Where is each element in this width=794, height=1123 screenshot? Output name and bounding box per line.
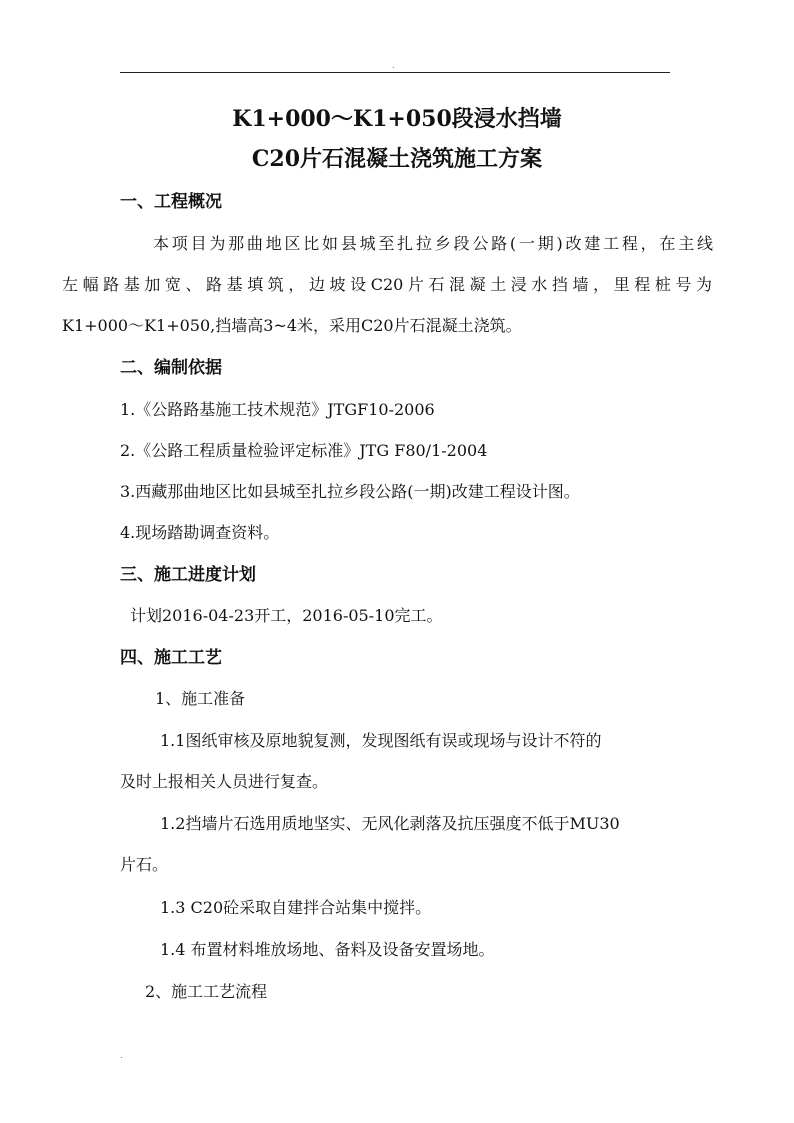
header-dot: . [392, 61, 395, 70]
subsection-heading-process-flow: 2、施工工艺流程 [145, 982, 268, 1001]
subsection-heading-preparation: 1、施工准备 [155, 689, 246, 708]
schedule-text: 计划2016-04-23开工，2016-05-10完工。 [130, 606, 443, 625]
basis-list-item: 4.现场踏勘调查资料。 [120, 523, 280, 542]
process-item-1-2-continued: 片石。 [120, 855, 169, 874]
section-heading-process: 四、施工工艺 [120, 648, 222, 668]
header-rule [120, 72, 670, 73]
section-heading-schedule: 三、施工进度计划 [120, 565, 256, 585]
section-heading-overview: 一、工程概况 [120, 192, 222, 212]
process-item-1-1-continued: 及时上报相关人员进行复查。 [120, 772, 329, 791]
document-title-line-1: K1+000～K1+050段浸水挡墙 [232, 106, 562, 132]
footer-dot: . [120, 1051, 123, 1060]
process-item-1-3: 1.3 C20砼采取自建拌合站集中搅拌。 [160, 898, 432, 917]
process-item-1-2: 1.2挡墙片石选用质地坚实、无风化剥落及抗压强度不低于MU30 [160, 814, 620, 833]
section-heading-basis: 二、编制依据 [120, 358, 222, 378]
document-title-line-2: C20片石混凝土浇筑施工方案 [251, 146, 543, 172]
basis-list-item: 1.《公路路基施工技术规范》JTGF10-2006 [120, 400, 435, 419]
overview-paragraph-line: 本项目为那曲地区比如县城至扎拉乡段公路(一期)改建工程，在主线 [153, 234, 713, 253]
process-item-1-1: 1.1图纸审核及原地貌复测，发现图纸有误或现场与设计不符的 [160, 731, 602, 750]
basis-list-item: 3.西藏那曲地区比如县城至扎拉乡段公路(一期)改建工程设计图。 [120, 482, 580, 501]
process-item-1-4: 1.4 布置材料堆放场地、备料及设备安置场地。 [160, 940, 495, 959]
overview-paragraph-line: 左幅路基加宽、路基填筑，边坡设C20片石混凝土浸水挡墙，里程桩号为 [62, 275, 712, 294]
overview-paragraph-line: K1+000～K1+050,挡墙高3~4米，采用C20片石混凝土浇筑。 [62, 316, 522, 335]
basis-list-item: 2.《公路工程质量检验评定标准》JTG F80/1-2004 [120, 441, 488, 460]
